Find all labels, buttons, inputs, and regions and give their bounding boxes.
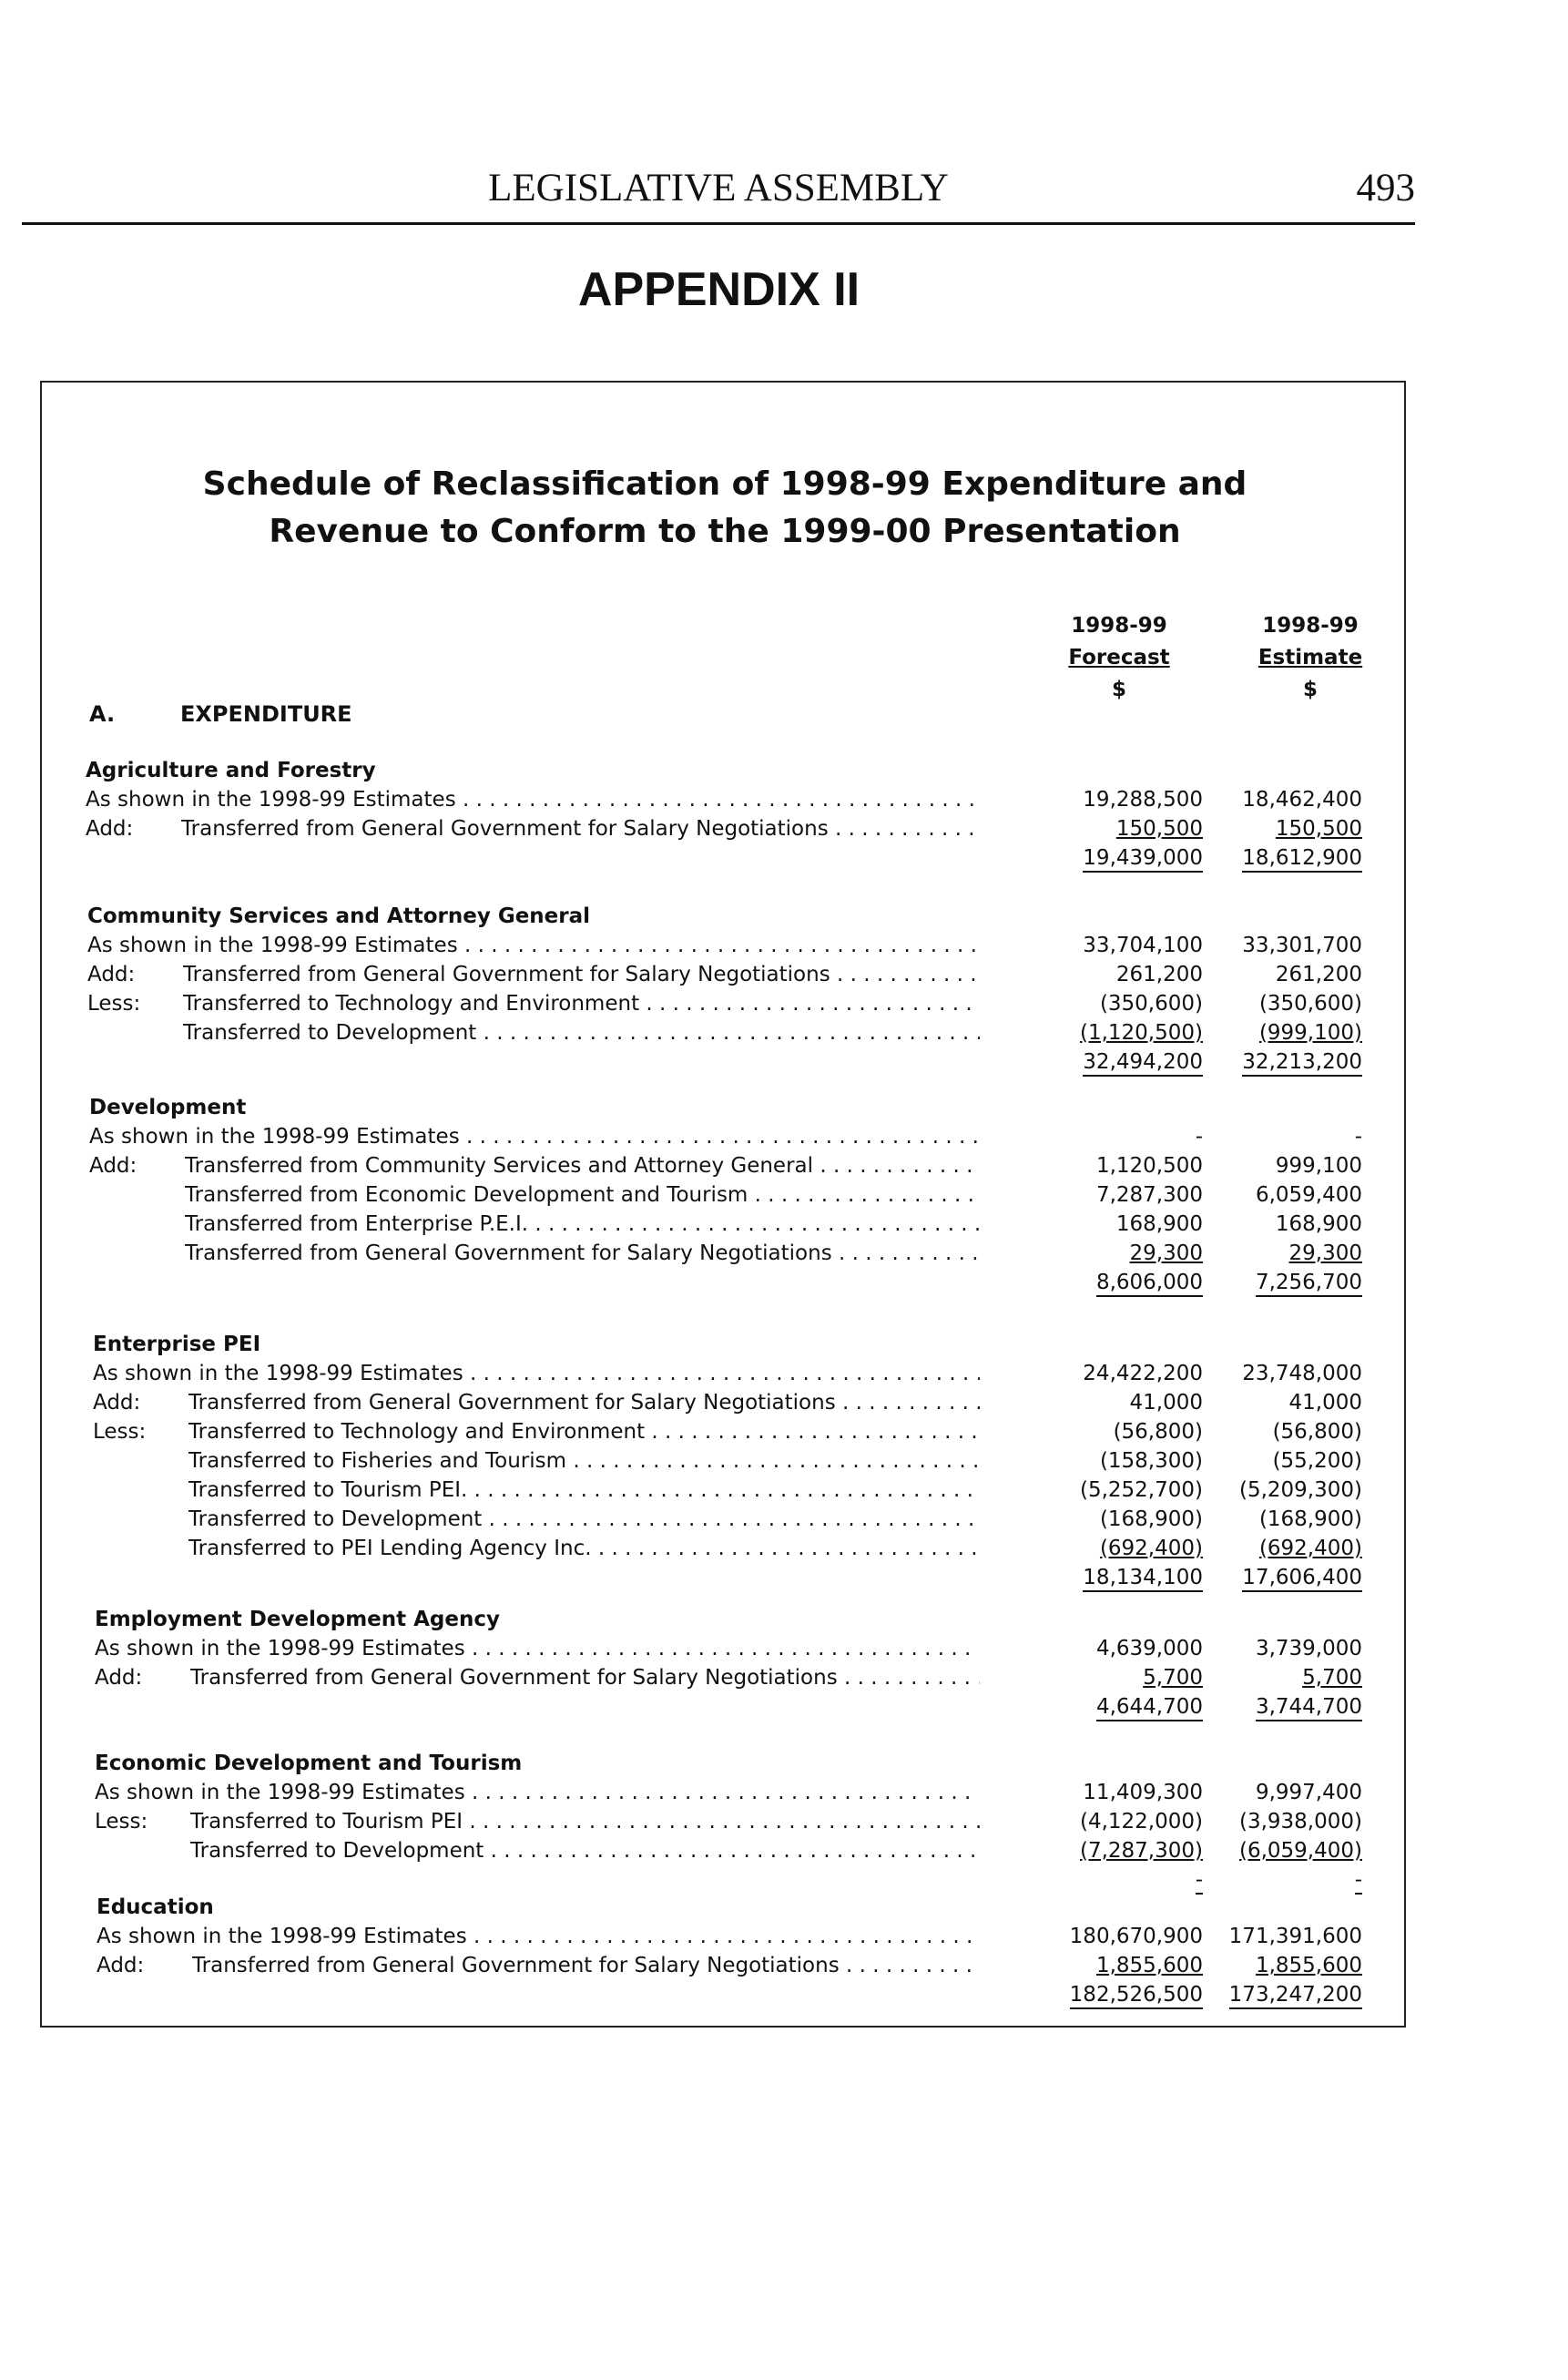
forecast-value: 29,300 (1129, 1241, 1203, 1265)
group-heading (42, 1749, 1408, 1778)
row-prefix: Add: (89, 1154, 137, 1178)
estimate-total (1198, 1692, 1362, 1721)
forecast-value: (1,120,500) (1079, 1021, 1203, 1045)
forecast-value: 150,500 (1115, 817, 1203, 841)
row-description: Transferred to Tourism PEI. . . . (188, 1476, 980, 1505)
row-description: As shown in the 1998-99 Estimates . . . (93, 1359, 980, 1388)
table-row (42, 989, 1408, 1018)
row-description: As shown in the 1998-99 Estimates . . . (95, 1778, 980, 1807)
forecast-value: (4,122,000) (1079, 1810, 1203, 1834)
row-description: As shown in the 1998-99 Estimates . . . (87, 931, 980, 960)
expenditure-group (42, 1093, 1408, 1297)
table-row (42, 1634, 1408, 1663)
estimate-value: 9,997,400 (1255, 1781, 1362, 1804)
estimate-total-value: - (1355, 1868, 1362, 1895)
estimate-value: (3,938,000) (1238, 1810, 1362, 1834)
estimate-value: 23,748,000 (1242, 1362, 1362, 1385)
table-row (42, 1663, 1408, 1692)
table-row (42, 1151, 1408, 1180)
group-heading (42, 1893, 1408, 1922)
estimate-total-value: 7,256,700 (1256, 1271, 1362, 1297)
total-row (42, 1865, 1408, 1895)
forecast-value: 41,000 (1129, 1391, 1203, 1415)
table-row (42, 1359, 1408, 1388)
column-unit: $ (1302, 678, 1318, 701)
estimate-value: 1,855,600 (1255, 1954, 1362, 1977)
schedule-title-line1: Schedule of Reclassification of 1998-99 Expenditure and (202, 465, 1247, 503)
estimate-value: 999,100 (1275, 1154, 1362, 1178)
row-description: Transferred to Development . . . (190, 1836, 980, 1865)
row-description: Transferred to Technology and Environment . . . (183, 989, 980, 1018)
group-heading (42, 1093, 1408, 1122)
estimate-total-value: 32,213,200 (1242, 1050, 1362, 1077)
estimate-value: 150,500 (1275, 817, 1362, 841)
total-row (42, 1268, 1408, 1297)
table-row (42, 960, 1408, 989)
estimate-total (1198, 1268, 1362, 1297)
group-name: Employment Development Agency (95, 1608, 500, 1631)
group-name: Agriculture and Forestry (86, 759, 376, 782)
table-row (42, 785, 1408, 814)
forecast-total (1039, 1047, 1203, 1077)
estimate-value: 33,301,700 (1242, 934, 1362, 957)
estimate-total (1198, 1563, 1362, 1592)
total-row (42, 1692, 1408, 1721)
table-row (42, 1239, 1408, 1268)
estimate-total-value: 18,612,900 (1242, 846, 1362, 873)
estimate-value: (350,600) (1258, 992, 1362, 1016)
forecast-total (1039, 1563, 1203, 1592)
forecast-value: 261,200 (1115, 963, 1203, 986)
forecast-total (1039, 1865, 1203, 1895)
table-row (42, 1505, 1408, 1534)
forecast-value: 1,120,500 (1095, 1154, 1203, 1178)
row-description: Transferred to Development . . . (188, 1505, 980, 1534)
row-description: Transferred to Technology and Environment . . . (188, 1417, 980, 1446)
forecast-total (1039, 1980, 1203, 2009)
estimate-value: - (1354, 1125, 1362, 1149)
row-description: Transferred to PEI Lending Agency Inc. . . . (188, 1534, 980, 1563)
estimate-total (1198, 843, 1362, 873)
estimate-total-value: 173,247,200 (1229, 1983, 1362, 2009)
estimate-value: 41,000 (1288, 1391, 1362, 1415)
expenditure-group (42, 756, 1408, 873)
row-description: Transferred from General Government for Salary Negotiations . . . (183, 960, 980, 989)
row-description: Transferred to Tourism PEI . . . (190, 1807, 980, 1836)
section-heading (89, 701, 352, 727)
table-row (42, 1836, 1408, 1865)
table-row (42, 1534, 1408, 1563)
row-description: Transferred to Fisheries and Tourism . . . (188, 1446, 980, 1476)
total-row (42, 1563, 1408, 1592)
section-letter: A. (89, 701, 116, 727)
forecast-total-value: 18,134,100 (1083, 1566, 1203, 1592)
row-description: Transferred from General Government for Salary Negotiations . . . (181, 814, 980, 843)
row-description: Transferred from Enterprise P.E.I. . . . (185, 1210, 980, 1239)
table-row (42, 1122, 1408, 1151)
running-head (22, 166, 1415, 225)
row-prefix: Add: (87, 963, 136, 986)
row-prefix: Less: (93, 1420, 147, 1444)
estimate-total (1198, 1047, 1362, 1077)
table-row (42, 931, 1408, 960)
row-prefix: Add: (95, 1666, 143, 1690)
estimate-value: 6,059,400 (1255, 1183, 1362, 1207)
column-unit: $ (1111, 678, 1126, 701)
table-row (42, 1180, 1408, 1210)
row-prefix: Less: (95, 1810, 148, 1834)
forecast-total (1039, 843, 1203, 873)
total-row (42, 1047, 1408, 1077)
group-heading (42, 756, 1408, 785)
forecast-value: 168,900 (1115, 1212, 1203, 1236)
forecast-total-value: 182,526,500 (1070, 1983, 1203, 2009)
estimate-value: 29,300 (1288, 1241, 1362, 1265)
group-name: Development (89, 1096, 247, 1119)
group-name: Enterprise PEI (93, 1333, 261, 1356)
forecast-total-value: 32,494,200 (1083, 1050, 1203, 1077)
table-row (42, 1210, 1408, 1239)
row-prefix: Less: (87, 992, 141, 1016)
column-label: Estimate (1257, 646, 1363, 669)
group-name: Education (97, 1895, 214, 1919)
forecast-total-value: - (1196, 1868, 1203, 1895)
forecast-total (1039, 1692, 1203, 1721)
column-header-forecast (1023, 610, 1215, 706)
group-name: Economic Development and Tourism (95, 1752, 523, 1775)
column-label: Forecast (1068, 646, 1170, 669)
row-description: Transferred to Development . . . (183, 1018, 980, 1047)
row-description: As shown in the 1998-99 Estimates . . . (89, 1122, 980, 1151)
table-row (42, 1476, 1408, 1505)
forecast-value: (56,800) (1113, 1420, 1203, 1444)
row-description: As shown in the 1998-99 Estimates . . . (95, 1634, 980, 1663)
estimate-value: (999,100) (1258, 1021, 1362, 1045)
estimate-value: 3,739,000 (1255, 1637, 1362, 1660)
row-description: Transferred from General Government for Salary Negotiations . . . (185, 1239, 980, 1268)
schedule-title (42, 461, 1408, 556)
estimate-value: 171,391,600 (1228, 1925, 1362, 1948)
forecast-total-value: 19,439,000 (1083, 846, 1203, 873)
row-description: Transferred from General Government for Salary Negotiations . . . (188, 1388, 980, 1417)
page-number: 493 (1356, 167, 1415, 209)
table-row (42, 1807, 1408, 1836)
estimate-total-value: 3,744,700 (1256, 1695, 1362, 1721)
forecast-value: 7,287,300 (1095, 1183, 1203, 1207)
estimate-value: 18,462,400 (1242, 788, 1362, 812)
estimate-value: (56,800) (1272, 1420, 1362, 1444)
forecast-value: 5,700 (1143, 1666, 1203, 1690)
table-row (42, 1951, 1408, 1980)
forecast-value: 24,422,200 (1083, 1362, 1203, 1385)
estimate-total (1198, 1865, 1362, 1895)
forecast-value: (7,287,300) (1079, 1839, 1203, 1863)
running-head-title: LEGISLATIVE ASSEMBLY (488, 167, 949, 209)
row-description: Transferred from General Government for Salary Negotiations . . . (190, 1663, 980, 1692)
forecast-total (1039, 1268, 1203, 1297)
schedule-box (40, 381, 1406, 2028)
forecast-value: (350,600) (1099, 992, 1203, 1016)
group-name: Community Services and Attorney General (87, 904, 591, 928)
forecast-value: (158,300) (1099, 1449, 1203, 1473)
estimate-value: (5,209,300) (1238, 1478, 1362, 1502)
estimate-value: (55,200) (1272, 1449, 1362, 1473)
group-heading (42, 1330, 1408, 1359)
forecast-value: 1,855,600 (1095, 1954, 1203, 1977)
expenditure-group (42, 1330, 1408, 1592)
estimate-value: 5,700 (1302, 1666, 1362, 1690)
forecast-total-value: 8,606,000 (1096, 1271, 1203, 1297)
forecast-value: 11,409,300 (1083, 1781, 1203, 1804)
expenditure-group (42, 902, 1408, 1077)
column-year: 1998-99 (1071, 614, 1167, 638)
row-description: Transferred from Community Services and Attorney General . . . (185, 1151, 980, 1180)
total-row (42, 1980, 1408, 2009)
estimate-value: 168,900 (1275, 1212, 1362, 1236)
column-header-estimate (1215, 610, 1406, 706)
row-description: As shown in the 1998-99 Estimates . . . (86, 785, 980, 814)
table-row (42, 1018, 1408, 1047)
forecast-value: 19,288,500 (1083, 788, 1203, 812)
estimate-total (1198, 1980, 1362, 2009)
table-row (42, 1922, 1408, 1951)
row-description: As shown in the 1998-99 Estimates . . . (97, 1922, 980, 1951)
expenditure-group (42, 1893, 1408, 2009)
table-row (42, 1417, 1408, 1446)
estimate-value: (168,900) (1258, 1507, 1362, 1531)
schedule-title-line2: Revenue to Conform to the 1999-00 Presentation (269, 513, 1181, 550)
forecast-value: 33,704,100 (1083, 934, 1203, 957)
row-description: Transferred from General Government for Salary Negotiations . . . (192, 1951, 980, 1980)
group-heading (42, 902, 1408, 931)
forecast-value: (692,400) (1099, 1537, 1203, 1560)
table-row (42, 1778, 1408, 1807)
section-title: EXPENDITURE (180, 701, 352, 727)
forecast-total-value: 4,644,700 (1096, 1695, 1203, 1721)
forecast-value: (5,252,700) (1079, 1478, 1203, 1502)
expenditure-group (42, 1605, 1408, 1721)
forecast-value: 180,670,900 (1069, 1925, 1203, 1948)
appendix-title: APPENDIX II (577, 263, 860, 316)
column-year: 1998-99 (1262, 614, 1359, 638)
forecast-value: 4,639,000 (1095, 1637, 1203, 1660)
table-row (42, 814, 1408, 843)
estimate-value: (6,059,400) (1238, 1839, 1362, 1863)
estimate-value: 261,200 (1275, 963, 1362, 986)
forecast-value: - (1195, 1125, 1203, 1149)
row-description: Transferred from Economic Development and Tourism . . . (185, 1180, 980, 1210)
estimate-total-value: 17,606,400 (1242, 1566, 1362, 1592)
total-row (42, 843, 1408, 873)
expenditure-group (42, 1749, 1408, 1895)
table-row (42, 1388, 1408, 1417)
forecast-value: (168,900) (1099, 1507, 1203, 1531)
row-prefix: Add: (97, 1954, 145, 1977)
estimate-value: (692,400) (1258, 1537, 1362, 1560)
row-prefix: Add: (93, 1391, 141, 1415)
row-prefix: Add: (86, 817, 134, 841)
group-heading (42, 1605, 1408, 1634)
table-row (42, 1446, 1408, 1476)
